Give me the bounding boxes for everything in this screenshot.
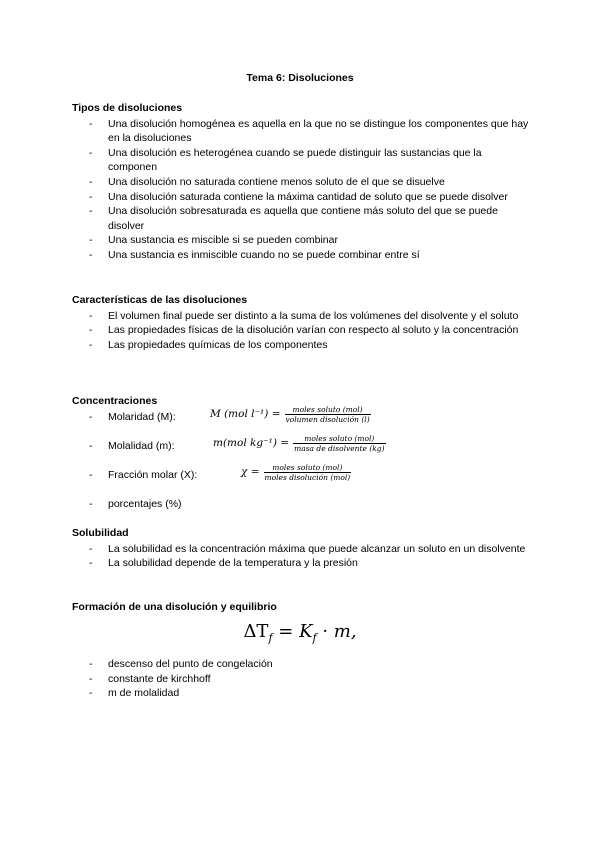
section-solubilidad — [72, 526, 532, 571]
section-caracteristicas — [72, 293, 532, 352]
section-heading: Características de las disoluciones — [72, 294, 248, 306]
list-item: - El volumen final puede ser distinto a la suma de los volúmenes del disolvente y el soluto — [72, 309, 532, 324]
porcentajes-label: porcentajes (%) — [108, 497, 182, 510]
equation-k: K — [299, 621, 313, 642]
equation-k-subscript: f — [312, 631, 317, 645]
page-title: Tema 6: Disoluciones — [246, 72, 354, 84]
section-heading: Solubilidad — [72, 527, 129, 539]
fraction-denominator: moles disolución (mol) — [264, 472, 351, 482]
formula-fraction — [285, 405, 371, 424]
bullet-list — [72, 117, 532, 263]
molaridad-row: - Molaridad (M): M (mol l⁻¹) = $\frac{\text{moles soluto (mol)}}{\text{volumen disolución (l)}}$ — [89, 404, 370, 424]
list-item: - Una disolución no saturada contiene menos soluto de el que se disuelve — [72, 175, 532, 190]
list-item: - constante de kirchhoff — [72, 672, 532, 687]
list-item: - Las propiedades químicas de los componentes — [72, 338, 532, 353]
fraccion-label: Fracción molar (X): — [108, 468, 198, 481]
molalidad-label: Molalidad (m): — [108, 439, 175, 452]
section-heading: Formación de una disolución y equilibrio — [72, 601, 277, 613]
fraction-numerator: moles soluto (mol) — [304, 433, 375, 443]
fraccion-row: - Fracción molar (X): χ = $\frac{\text{moles soluto (mol)}}{\text{moles disolución (mol)}}$ — [89, 462, 351, 482]
formula-fraction — [293, 434, 385, 453]
list-item: - Una disolución sobresaturada es aquella que contiene más soluto del que se puede disolver — [72, 204, 532, 233]
equation-equals: = — [272, 621, 300, 642]
formula-lhs: m(mol kg⁻¹) = — [213, 436, 290, 449]
fraction-denominator: volumen disolución (l) — [285, 414, 370, 424]
section-formacion — [72, 600, 532, 616]
list-item: - Una sustancia es inmiscible cuando no se puede combinar entre sí — [72, 248, 532, 263]
bullet-list — [72, 542, 532, 571]
equation-delta-subscript: f — [268, 631, 273, 645]
equation-delta: ΔT — [243, 621, 269, 642]
list-item: - Una sustancia es miscible si se pueden combinar — [72, 233, 532, 248]
molaridad-label: Molaridad (M): — [108, 410, 176, 423]
section-concentraciones — [72, 394, 532, 515]
formula-fraction — [264, 463, 352, 482]
fraction-denominator: masa de disolvente (kg) — [294, 443, 385, 453]
molalidad-row: - Molalidad (m): m(mol kg⁻¹) = $\frac{\text{moles soluto (mol)}}{\text{masa de disolvente (kg)}}$ — [89, 433, 385, 453]
list-item: - Una disolución es heterogénea cuando se puede distinguir las sustancias que la componen — [72, 146, 532, 175]
list-item: - Una disolución homogénea es aquella en la que no se distingue los componentes que hay en la disoluciones — [72, 117, 532, 146]
section-tipos — [72, 101, 532, 263]
list-item: - Una disolución saturada contiene la máxima cantidad de soluto que se puede disolver — [72, 190, 532, 205]
fraction-numerator: moles soluto (mol) — [292, 404, 363, 414]
section-formacion-list — [72, 657, 532, 701]
fraction-numerator: moles soluto (mol) — [272, 462, 343, 472]
list-item: - m de molalidad — [72, 686, 532, 701]
molaridad-formula — [210, 405, 371, 424]
list-item: - La solubilidad es la concentración máxima que puede alcanzar un soluto en un disolvente — [72, 542, 532, 557]
molalidad-formula — [213, 434, 386, 453]
list-item: - descenso del punto de congelación — [72, 657, 532, 672]
list-item: - La solubilidad depende de la temperatura y la presión — [72, 556, 532, 571]
equation-rest: · m, — [316, 621, 357, 642]
porcentajes-row: - porcentajes (%) — [89, 497, 182, 510]
formula-lhs: χ = — [241, 465, 260, 478]
section-heading: Concentraciones — [72, 395, 158, 407]
freezing-point-equation — [0, 620, 600, 651]
bullet-list — [72, 657, 532, 701]
section-heading: Tipos de disoluciones — [72, 102, 183, 114]
formula-lhs: M (mol l⁻¹) = — [210, 407, 281, 420]
bullet-list — [72, 309, 532, 353]
list-item: - Las propiedades físicas de la disolución varían con respecto al soluto y la concentración — [72, 323, 532, 338]
fraccion-formula — [241, 463, 351, 482]
